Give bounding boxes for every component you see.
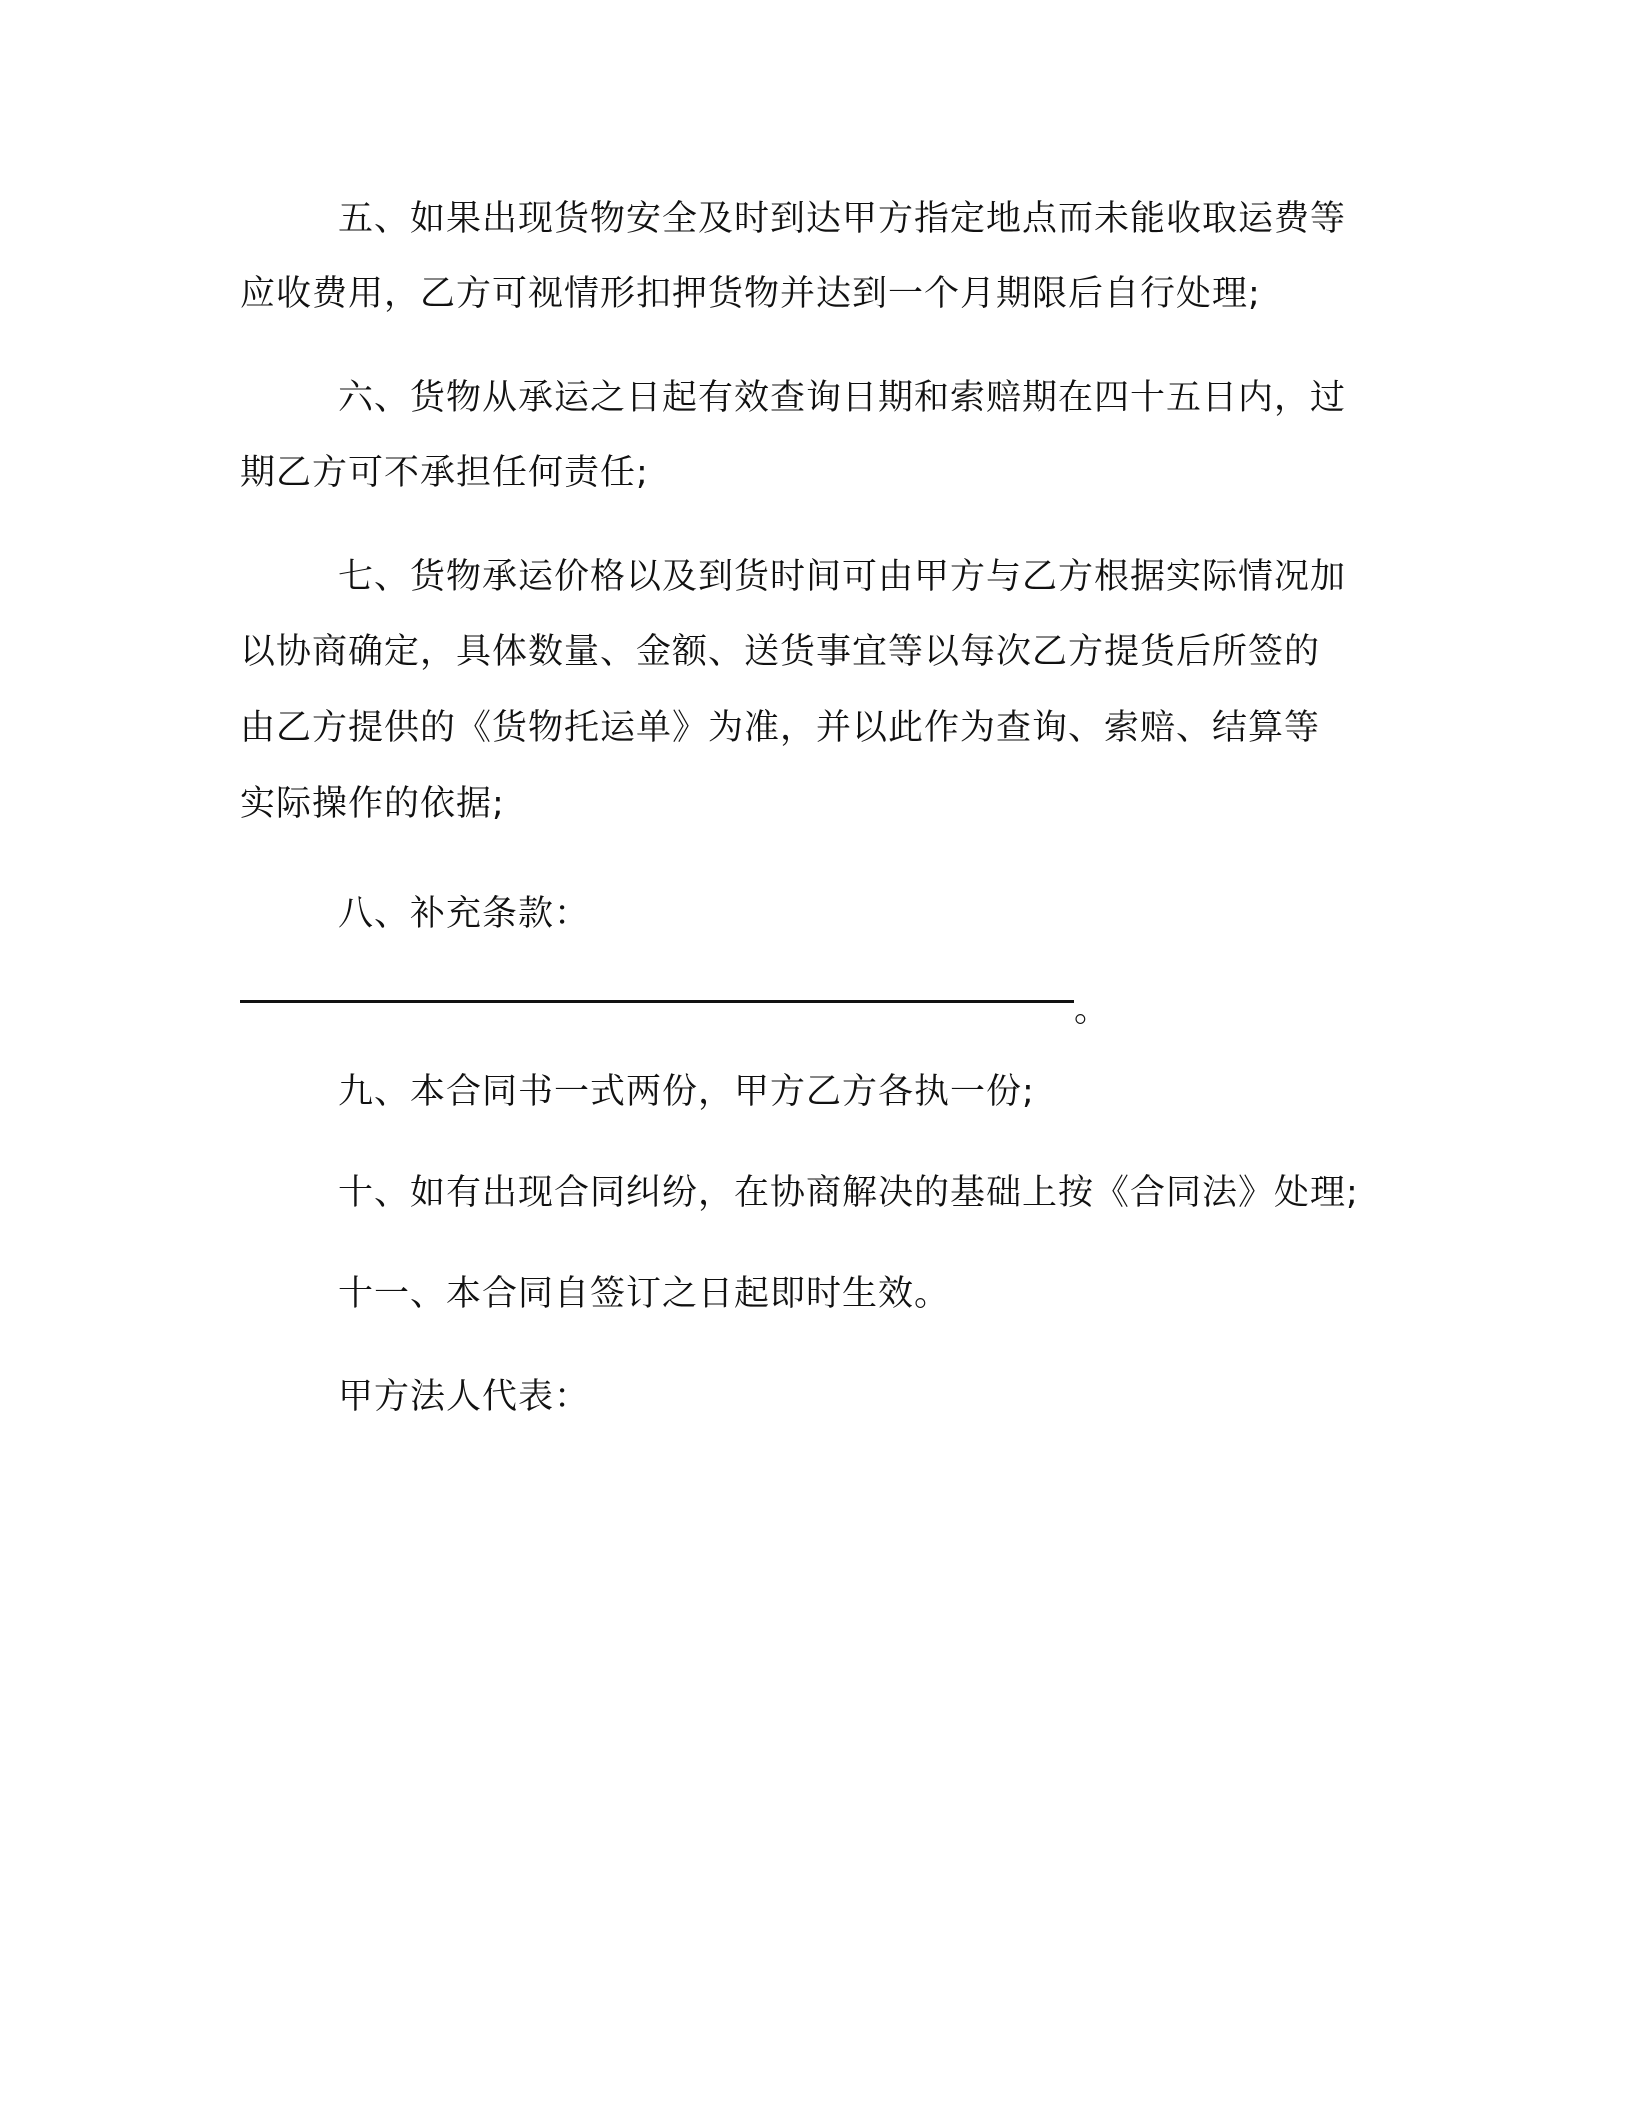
clause-9: 九、本合同书一式两份，甲方乙方各执一份; bbox=[338, 1072, 1035, 1112]
clause-7-line-1: 七、货物承运价格以及到货时间可由甲方与乙方根据实际情况加 bbox=[338, 557, 1347, 597]
clause-6-line-2: 期乙方可不承担任何责任; bbox=[240, 453, 649, 493]
blank-period: 。 bbox=[1074, 990, 1110, 1030]
clause-6-line-1: 六、货物从承运之日起有效查询日期和索赔期在四十五日内，过 bbox=[338, 378, 1347, 418]
clause-11: 十一、本合同自签订之日起即时生效。 bbox=[338, 1274, 951, 1314]
clause-5-line-1: 五、如果出现货物安全及时到达甲方指定地点而未能收取运费等 bbox=[338, 199, 1347, 239]
clause-10: 十、如有出现合同纠纷，在协商解决的基础上按《合同法》处理; bbox=[338, 1173, 1359, 1213]
clause-7-line-3: 由乙方提供的《货物托运单》为准，并以此作为查询、索赔、结算等 bbox=[240, 708, 1321, 748]
party-a-representative-label: 甲方法人代表： bbox=[338, 1377, 591, 1417]
fill-in-blank-line bbox=[240, 1000, 1074, 1003]
clause-7-line-4: 实际操作的依据; bbox=[240, 784, 505, 824]
clause-7-line-2: 以协商确定，具体数量、金额、送货事宜等以每次乙方提货后所签的 bbox=[240, 632, 1321, 672]
clause-8-heading: 八、补充条款： bbox=[338, 894, 591, 934]
clause-5-line-2: 应收费用，乙方可视情形扣押货物并达到一个月期限后自行处理; bbox=[240, 274, 1261, 314]
